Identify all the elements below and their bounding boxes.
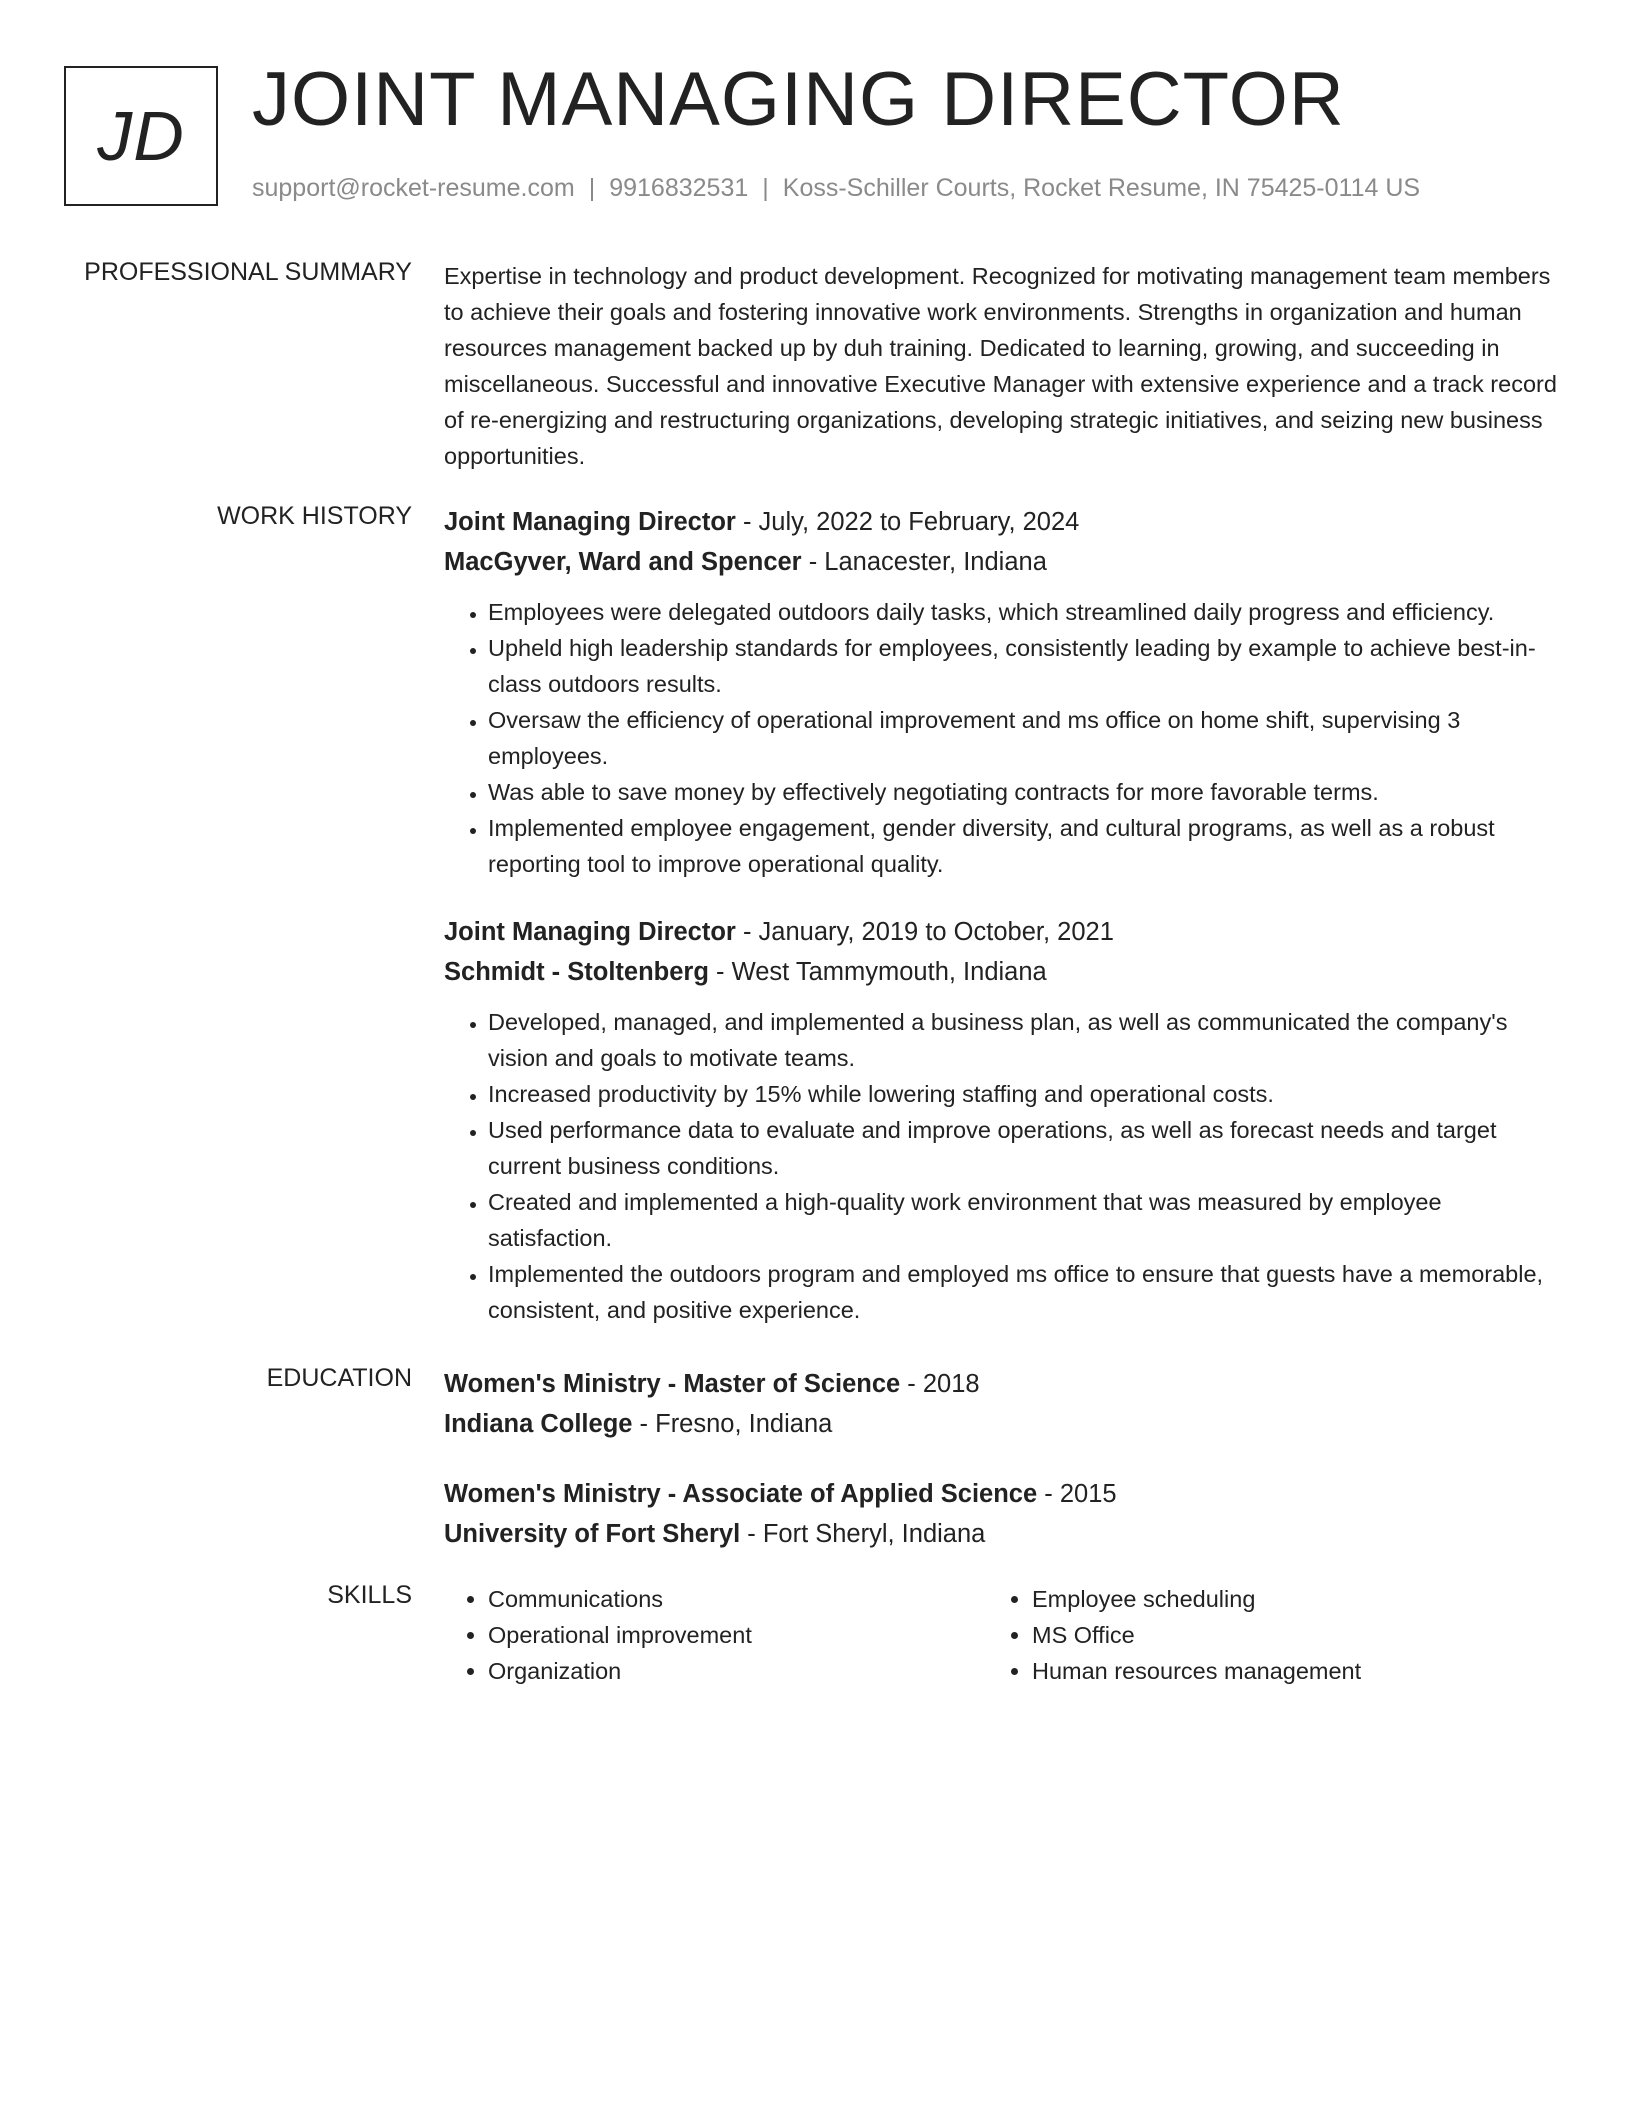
- education-entry: [444, 1474, 1564, 1554]
- job-entry: [444, 502, 1564, 882]
- monogram-logo: JD: [64, 66, 218, 206]
- job-title: Joint Managing Director: [444, 508, 736, 536]
- contact-separator: |: [588, 174, 596, 202]
- job-dates: - January, 2019 to October, 2021: [735, 918, 1114, 946]
- education-degree: Women's Ministry - Associate of Applied Science: [444, 1480, 1038, 1508]
- contact-line: [252, 174, 1420, 203]
- job-title-line: [444, 912, 1564, 952]
- education-degree-line: [444, 1474, 1564, 1514]
- education-year: - 2015: [1037, 1480, 1117, 1508]
- skill-item: • Communications: [488, 1581, 988, 1617]
- job-bullets: [444, 1004, 1564, 1328]
- contact-email[interactable]: support@rocket-resume.com: [252, 174, 575, 202]
- contact-phone[interactable]: 9916832531: [609, 174, 749, 202]
- education-school: University of Fort Sheryl: [444, 1520, 741, 1548]
- skill-item: • Human resources management: [1032, 1653, 1532, 1689]
- education-school-line: [444, 1514, 1564, 1554]
- job-bullet: • Used performance data to evaluate and improve operations, as well as forecast needs and target current business conditions.: [488, 1112, 1564, 1184]
- section-label-summary: PROFESSIONAL SUMMARY: [84, 258, 412, 286]
- job-bullet: • Was able to save money by effectively negotiating contracts for more favorable terms.: [488, 774, 1564, 810]
- job-bullet: • Oversaw the efficiency of operational improvement and ms office on home shift, supervising 3 employees.: [488, 702, 1564, 774]
- skill-item: • Employee scheduling: [1032, 1581, 1532, 1617]
- education-location: - Fresno, Indiana: [632, 1410, 833, 1438]
- job-bullet: • Upheld high leadership standards for employees, consistently leading by example to achieve best-in-class outdoors results.: [488, 630, 1564, 702]
- summary-text: Expertise in technology and product development. Recognized for motivating management team members to achieve their goals and fostering innovative work environments. Strengths in organization and human resources management backed up by duh training. Dedicated to learning, growing, and succeeding in miscellaneous. Successful and innovative Executive Manager with extensive experience and a track record of re-energizing and restructuring organizations, developing strategic initiatives, and seizing new business opportunities.: [444, 263, 1557, 469]
- skill-item: • Organization: [488, 1653, 988, 1689]
- job-title-line: [444, 502, 1564, 542]
- section-label-work-history: WORK HISTORY: [217, 502, 412, 530]
- contact-separator: |: [762, 174, 769, 202]
- skills-column-right: [988, 1581, 1532, 1689]
- education-degree-line: [444, 1364, 1564, 1404]
- job-bullet: • Employees were delegated outdoors daily tasks, which streamlined daily progress and efficiency.: [488, 594, 1564, 630]
- skill-item: • MS Office: [1032, 1617, 1532, 1653]
- job-location: - West Tammymouth, Indiana: [708, 958, 1047, 986]
- skills-list: [444, 1581, 1564, 1689]
- job-company: Schmidt - Stoltenberg: [444, 958, 709, 986]
- job-dates: - July, 2022 to February, 2024: [735, 508, 1080, 536]
- job-company: MacGyver, Ward and Spencer: [444, 548, 802, 576]
- education-year: - 2018: [900, 1370, 980, 1398]
- job-bullet: • Created and implemented a high-quality work environment that was measured by employee satisfaction.: [488, 1184, 1564, 1256]
- section-label-skills: SKILLS: [327, 1581, 412, 1609]
- job-company-line: [444, 542, 1564, 582]
- job-bullets: [444, 594, 1564, 882]
- job-bullet: • Implemented the outdoors program and employed ms office to ensure that guests have a memorable, consistent, and positive experience.: [488, 1256, 1564, 1328]
- job-bullet: • Developed, managed, and implemented a business plan, as well as communicated the company's vision and goals to motivate teams.: [488, 1004, 1564, 1076]
- job-bullet: • Implemented employee engagement, gender diversity, and cultural programs, as well as a robust reporting tool to improve operational quality.: [488, 810, 1564, 882]
- job-company-line: [444, 952, 1564, 992]
- job-title: Joint Managing Director: [444, 918, 736, 946]
- skills-column-left: [444, 1581, 988, 1689]
- resume-title: JOINT MANAGING DIRECTOR: [252, 57, 1345, 142]
- skill-item: • Operational improvement: [488, 1617, 988, 1653]
- contact-address: Koss-Schiller Courts, Rocket Resume, IN 75425-0114 US: [782, 174, 1421, 202]
- education-location: - Fort Sheryl, Indiana: [740, 1520, 986, 1548]
- job-entry: [444, 912, 1564, 1328]
- education-school-line: [444, 1404, 1564, 1444]
- education-school: Indiana College: [444, 1410, 633, 1438]
- education-degree: Women's Ministry - Master of Science: [444, 1370, 901, 1398]
- education-entry: [444, 1364, 1564, 1444]
- section-label-education: EDUCATION: [266, 1364, 412, 1392]
- job-bullet: • Increased productivity by 15% while lowering staffing and operational costs.: [488, 1076, 1564, 1112]
- job-location: - Lanacester, Indiana: [801, 548, 1047, 576]
